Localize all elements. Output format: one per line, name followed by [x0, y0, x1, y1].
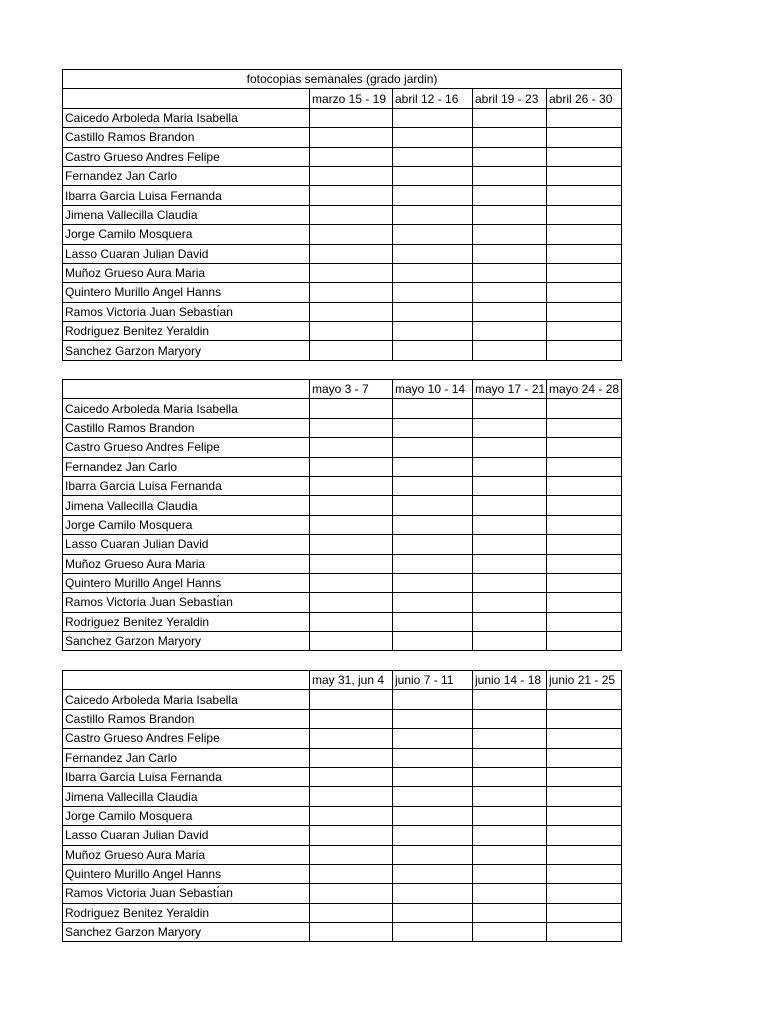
week-cell	[310, 438, 393, 457]
week-cell	[310, 709, 393, 728]
week-cell	[547, 244, 622, 263]
week-cell	[547, 845, 622, 864]
student-name: Rodriguez Benitez Yeraldin	[63, 903, 310, 922]
student-row	[63, 515, 622, 534]
attendance-table-3	[62, 670, 622, 942]
week-cell	[473, 729, 547, 748]
student-name: Muñoz Grueso Aura Maria	[63, 263, 310, 282]
week-cell	[547, 593, 622, 612]
week-cell	[473, 302, 547, 321]
student-row	[63, 884, 622, 903]
week-header: abril 12 - 16	[393, 89, 473, 108]
week-cell	[547, 186, 622, 205]
week-cell	[473, 496, 547, 515]
week-cell	[310, 147, 393, 166]
week-header: may 31, jun 4	[310, 671, 393, 690]
week-cell	[473, 263, 547, 282]
week-cell	[393, 496, 473, 515]
student-row	[63, 554, 622, 573]
week-cell	[473, 322, 547, 341]
student-name: Jorge Camilo Mosquera	[63, 515, 310, 534]
week-cell	[310, 205, 393, 224]
student-row	[63, 864, 622, 883]
student-row	[63, 748, 622, 767]
student-row	[63, 612, 622, 631]
header-row	[63, 89, 622, 108]
week-cell	[310, 244, 393, 263]
student-name: Lasso Cuaran Julian David	[63, 826, 310, 845]
week-cell	[393, 729, 473, 748]
week-cell	[393, 535, 473, 554]
week-cell	[473, 826, 547, 845]
week-cell	[310, 573, 393, 592]
week-header: mayo 24 - 28	[547, 380, 622, 399]
student-row	[63, 923, 622, 942]
week-cell	[310, 903, 393, 922]
week-cell	[310, 612, 393, 631]
week-cell	[393, 903, 473, 922]
week-cell	[393, 806, 473, 825]
week-cell	[547, 923, 622, 942]
student-name: Sanchez Garzon Maryory	[63, 341, 310, 360]
week-cell	[393, 205, 473, 224]
week-cell	[473, 864, 547, 883]
week-cell	[473, 457, 547, 476]
student-row	[63, 457, 622, 476]
week-cell	[393, 186, 473, 205]
student-name: Caicedo Arboleda Maria Isabella	[63, 690, 310, 709]
student-row	[63, 826, 622, 845]
student-name: Castillo Ramos Brandon	[63, 418, 310, 437]
week-cell	[547, 632, 622, 651]
student-row	[63, 573, 622, 592]
week-cell	[473, 593, 547, 612]
week-header: junio 21 - 25	[547, 671, 622, 690]
week-header: mayo 10 - 14	[393, 380, 473, 399]
week-cell	[393, 864, 473, 883]
week-cell	[473, 438, 547, 457]
week-cell	[547, 438, 622, 457]
header-row	[63, 380, 622, 399]
week-cell	[473, 205, 547, 224]
student-row	[63, 787, 622, 806]
week-cell	[310, 166, 393, 185]
week-cell	[547, 476, 622, 495]
week-cell	[547, 418, 622, 437]
title-row	[63, 70, 622, 89]
week-cell	[393, 515, 473, 534]
student-name: Jimena Vallecilla Claudia	[63, 496, 310, 515]
student-name: Muñoz Grueso Aura Maria	[63, 554, 310, 573]
student-name: Castro Grueso Andres Felipe	[63, 729, 310, 748]
week-cell	[547, 225, 622, 244]
week-cell	[310, 263, 393, 282]
student-row	[63, 806, 622, 825]
week-cell	[310, 322, 393, 341]
student-name: Castillo Ramos Brandon	[63, 709, 310, 728]
student-name: Rodriguez Benitez Yeraldin	[63, 612, 310, 631]
week-cell	[310, 418, 393, 437]
student-row	[63, 632, 622, 651]
week-cell	[310, 826, 393, 845]
student-name: Fernandez Jan Carlo	[63, 166, 310, 185]
week-cell	[473, 573, 547, 592]
week-cell	[473, 806, 547, 825]
week-header: abril 19 - 23	[473, 89, 547, 108]
student-row	[63, 903, 622, 922]
week-cell	[393, 767, 473, 786]
week-cell	[393, 283, 473, 302]
week-header: junio 14 - 18	[473, 671, 547, 690]
week-cell	[547, 573, 622, 592]
student-name: Ramos Victoria Juan Sebastı́an	[63, 593, 310, 612]
week-cell	[547, 787, 622, 806]
student-row	[63, 709, 622, 728]
week-cell	[473, 690, 547, 709]
week-cell	[473, 399, 547, 418]
student-row	[63, 593, 622, 612]
week-cell	[547, 283, 622, 302]
week-cell	[473, 903, 547, 922]
week-cell	[547, 884, 622, 903]
week-cell	[473, 418, 547, 437]
week-cell	[310, 186, 393, 205]
week-cell	[310, 884, 393, 903]
attendance-table-1	[62, 69, 622, 361]
week-cell	[393, 399, 473, 418]
week-cell	[393, 612, 473, 631]
student-name: Fernandez Jan Carlo	[63, 457, 310, 476]
week-cell	[393, 826, 473, 845]
week-cell	[547, 690, 622, 709]
week-cell	[393, 341, 473, 360]
week-cell	[310, 476, 393, 495]
week-cell	[473, 515, 547, 534]
student-row	[63, 283, 622, 302]
week-cell	[310, 632, 393, 651]
week-cell	[310, 748, 393, 767]
week-cell	[393, 302, 473, 321]
week-cell	[393, 923, 473, 942]
week-cell	[393, 418, 473, 437]
week-cell	[310, 767, 393, 786]
week-cell	[310, 457, 393, 476]
week-cell	[547, 322, 622, 341]
student-row	[63, 399, 622, 418]
week-cell	[310, 341, 393, 360]
week-cell	[473, 632, 547, 651]
week-cell	[473, 787, 547, 806]
week-cell	[310, 845, 393, 864]
week-cell	[547, 166, 622, 185]
week-cell	[473, 108, 547, 127]
week-cell	[547, 147, 622, 166]
week-cell	[393, 263, 473, 282]
student-name: Jimena Vallecilla Claudia	[63, 205, 310, 224]
student-row	[63, 263, 622, 282]
week-cell	[547, 709, 622, 728]
week-cell	[547, 128, 622, 147]
student-name: Quintero Murillo Angel Hanns	[63, 283, 310, 302]
week-cell	[547, 806, 622, 825]
student-row	[63, 244, 622, 263]
student-row	[63, 186, 622, 205]
week-cell	[310, 787, 393, 806]
student-name: Ibarra Garcia Luisa Fernanda	[63, 476, 310, 495]
week-cell	[393, 457, 473, 476]
week-header: mayo 17 - 21	[473, 380, 547, 399]
week-cell	[473, 476, 547, 495]
student-name: Fernandez Jan Carlo	[63, 748, 310, 767]
week-cell	[393, 884, 473, 903]
week-cell	[310, 496, 393, 515]
week-cell	[393, 476, 473, 495]
week-cell	[547, 826, 622, 845]
student-name: Sanchez Garzon Maryory	[63, 632, 310, 651]
student-row	[63, 729, 622, 748]
week-cell	[393, 166, 473, 185]
week-cell	[547, 496, 622, 515]
week-cell	[547, 457, 622, 476]
week-cell	[547, 205, 622, 224]
week-cell	[310, 806, 393, 825]
week-cell	[547, 515, 622, 534]
week-cell	[310, 399, 393, 418]
student-row	[63, 108, 622, 127]
week-cell	[547, 302, 622, 321]
week-cell	[547, 399, 622, 418]
week-cell	[393, 632, 473, 651]
week-cell	[310, 690, 393, 709]
week-cell	[473, 535, 547, 554]
week-cell	[547, 612, 622, 631]
week-cell	[547, 767, 622, 786]
week-cell	[393, 593, 473, 612]
week-header: abril 26 - 30	[547, 89, 622, 108]
week-cell	[473, 147, 547, 166]
student-row	[63, 418, 622, 437]
student-name: Sanchez Garzon Maryory	[63, 923, 310, 942]
student-name: Castro Grueso Andres Felipe	[63, 438, 310, 457]
week-cell	[310, 593, 393, 612]
student-row	[63, 147, 622, 166]
week-cell	[393, 108, 473, 127]
week-cell	[310, 864, 393, 883]
student-row	[63, 476, 622, 495]
week-cell	[310, 128, 393, 147]
student-row	[63, 128, 622, 147]
week-cell	[547, 341, 622, 360]
student-name: Castillo Ramos Brandon	[63, 128, 310, 147]
student-name: Ibarra Garcia Luisa Fernanda	[63, 767, 310, 786]
student-name: Muñoz Grueso Aura Maria	[63, 845, 310, 864]
week-cell	[547, 263, 622, 282]
week-cell	[473, 845, 547, 864]
student-name: Lasso Cuaran Julian David	[63, 244, 310, 263]
week-cell	[393, 845, 473, 864]
student-name: Jorge Camilo Mosquera	[63, 806, 310, 825]
week-cell	[547, 864, 622, 883]
week-cell	[393, 709, 473, 728]
week-cell	[547, 748, 622, 767]
week-cell	[310, 923, 393, 942]
week-cell	[547, 108, 622, 127]
week-cell	[393, 787, 473, 806]
week-cell	[393, 690, 473, 709]
week-cell	[310, 554, 393, 573]
week-cell	[473, 225, 547, 244]
week-cell	[473, 767, 547, 786]
week-cell	[473, 923, 547, 942]
header-row	[63, 671, 622, 690]
corner-cell	[63, 89, 310, 108]
student-row	[63, 496, 622, 515]
student-row	[63, 166, 622, 185]
week-cell	[473, 166, 547, 185]
week-cell	[393, 554, 473, 573]
week-cell	[393, 322, 473, 341]
student-row	[63, 341, 622, 360]
week-header: mayo 3 - 7	[310, 380, 393, 399]
student-name: Caicedo Arboleda Maria Isabella	[63, 399, 310, 418]
student-name: Jimena Vallecilla Claudia	[63, 787, 310, 806]
week-cell	[393, 438, 473, 457]
student-row	[63, 302, 622, 321]
attendance-table-2	[62, 379, 622, 651]
week-header: junio 7 - 11	[393, 671, 473, 690]
week-cell	[310, 535, 393, 554]
week-cell	[473, 612, 547, 631]
student-name: Ramos Victoria Juan Sebastı́an	[63, 302, 310, 321]
week-cell	[393, 225, 473, 244]
week-cell	[393, 147, 473, 166]
student-row	[63, 438, 622, 457]
week-cell	[547, 554, 622, 573]
student-name: Ibarra Garcia Luisa Fernanda	[63, 186, 310, 205]
week-cell	[547, 903, 622, 922]
corner-cell	[63, 380, 310, 399]
week-cell	[310, 729, 393, 748]
week-cell	[310, 108, 393, 127]
week-cell	[393, 244, 473, 263]
student-name: Caicedo Arboleda Maria Isabella	[63, 108, 310, 127]
week-cell	[473, 884, 547, 903]
student-row	[63, 690, 622, 709]
week-cell	[393, 128, 473, 147]
student-name: Castro Grueso Andres Felipe	[63, 147, 310, 166]
student-row	[63, 225, 622, 244]
student-name: Jorge Camilo Mosquera	[63, 225, 310, 244]
week-cell	[473, 128, 547, 147]
student-row	[63, 205, 622, 224]
student-row	[63, 535, 622, 554]
week-cell	[393, 748, 473, 767]
week-cell	[473, 554, 547, 573]
student-name: Ramos Victoria Juan Sebastı́an	[63, 884, 310, 903]
sheet-title: fotocopias semanales (grado jardin)	[63, 70, 622, 89]
week-cell	[310, 515, 393, 534]
week-cell	[473, 748, 547, 767]
corner-cell	[63, 671, 310, 690]
week-cell	[473, 709, 547, 728]
student-name: Lasso Cuaran Julian David	[63, 535, 310, 554]
week-cell	[473, 186, 547, 205]
week-cell	[393, 573, 473, 592]
week-cell	[473, 341, 547, 360]
week-cell	[547, 535, 622, 554]
week-cell	[473, 283, 547, 302]
week-cell	[310, 283, 393, 302]
week-cell	[547, 729, 622, 748]
week-header: marzo 15 - 19	[310, 89, 393, 108]
student-row	[63, 322, 622, 341]
student-name: Rodriguez Benitez Yeraldin	[63, 322, 310, 341]
week-cell	[310, 302, 393, 321]
week-cell	[473, 244, 547, 263]
student-name: Quintero Murillo Angel Hanns	[63, 573, 310, 592]
student-name: Quintero Murillo Angel Hanns	[63, 864, 310, 883]
student-row	[63, 845, 622, 864]
week-cell	[310, 225, 393, 244]
student-row	[63, 767, 622, 786]
